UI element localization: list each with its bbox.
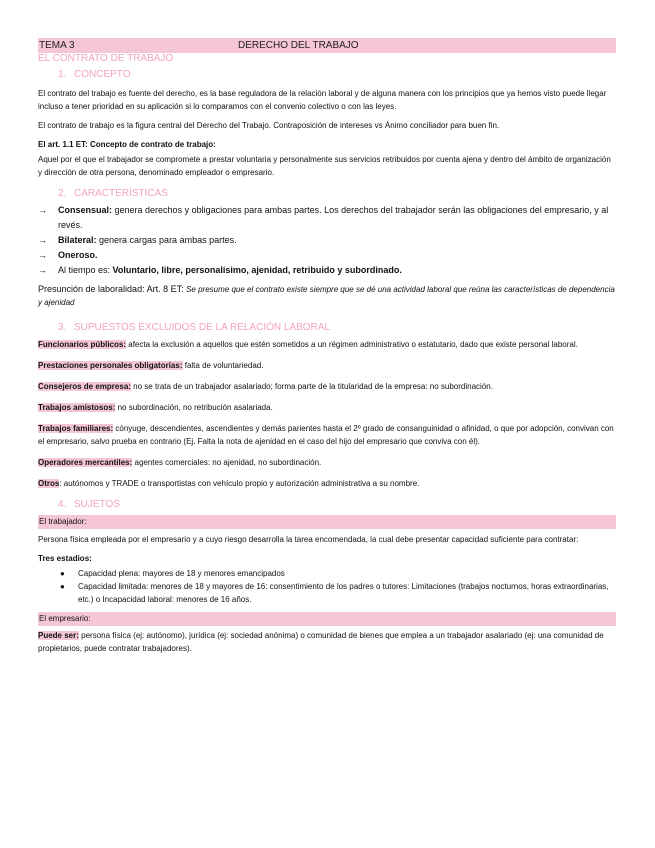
header-topic: TEMA 3 xyxy=(39,40,75,51)
list-item xyxy=(38,203,616,233)
excluded-item xyxy=(38,359,616,372)
arrow-icon: → xyxy=(38,265,47,275)
estadio-text: Capacidad plena: mayores de 18 y menores emancipados xyxy=(78,569,285,578)
arrow-icon: → xyxy=(38,235,47,245)
section-title: CARACTERÍSTICAS xyxy=(74,188,168,199)
list-item xyxy=(38,567,616,580)
document-title: EL CONTRATO DE TRABAJO xyxy=(38,53,174,64)
concepto-paragraph-2: El contrato de trabajo es la figura central del Derecho del Trabajo. Contraposición de intereses vs Ánimo conciliador para buen fin. xyxy=(38,121,500,130)
section-heading-caracteristicas xyxy=(58,187,616,200)
excluded-term: Trabajos familiares: xyxy=(38,424,114,433)
concepto-paragraph-1: El contrato del trabajo es fuente del derecho, es la base reguladora de la relación laboral y de alguna manera con los principios que ya hemos visto puede llegar incluso a tener prioridad en su aplicación si lo comparamos con el convenio colectivo o con las leyes. xyxy=(38,89,607,111)
excluded-text: no subordinación, no retribución asalariada. xyxy=(115,403,273,412)
excluded-item xyxy=(38,338,616,351)
concepto-paragraph-3: Aquel por el que el trabajador se compromete a prestar voluntaria y personalmente sus servicios retribuidos por cuenta ajena y dentro del ámbito de organización y dirección de otra persona, denominado empleador o empresario. xyxy=(38,155,611,177)
list-item xyxy=(38,233,616,248)
section-heading-excluidos xyxy=(58,321,616,334)
excluded-text: : autónomos y TRADE o transportistas con vehículo propio y autorización administrativa a su nombre. xyxy=(59,479,420,488)
section-number: 1. xyxy=(58,69,67,80)
item-text: genera derechos y obligaciones para ambas partes. Los derechos del trabajador serán las obligaciones del empresario, y al revés. xyxy=(58,205,609,230)
excluded-list xyxy=(38,338,616,490)
characteristics-list xyxy=(38,203,616,278)
item-term: Oneroso. xyxy=(58,250,98,260)
excluded-term: Trabajos amistosos: xyxy=(38,403,116,412)
puede-ser-term: Puede ser: xyxy=(38,631,79,640)
excluded-item xyxy=(38,401,616,414)
presuncion-paragraph xyxy=(38,283,616,309)
item-prefix: Al tiempo es: xyxy=(58,265,113,275)
excluded-item xyxy=(38,456,616,469)
item-text: genera cargas para ambas partes. xyxy=(96,235,237,245)
arrow-icon: → xyxy=(38,205,47,215)
list-item xyxy=(38,263,616,278)
excluded-item xyxy=(38,477,616,490)
document-page xyxy=(38,38,616,655)
arrow-icon: → xyxy=(38,250,47,260)
presuncion-label: Presunción de laboralidad: Art. 8 ET: xyxy=(38,284,187,294)
estadios-list xyxy=(38,567,616,606)
item-term: Consensual: xyxy=(58,205,113,215)
section-title: CONCEPTO xyxy=(74,69,131,80)
excluded-text: cónyuge, descendientes, ascendientes y demás parientes hasta el 2º grado de consanguinidad o afinidad, o que por adopción, convivan con el empresario, salvo prueba en contrario (Ej. Falta la nota de ajenidad en el caso del hijo del empresario que conviva con él). xyxy=(38,424,614,446)
list-item xyxy=(38,248,616,263)
excluded-text: falta de voluntariedad. xyxy=(182,361,264,370)
list-item xyxy=(38,580,616,606)
presuncion-text: Se presume que el contrato existe siempre que se dé una actividad laboral que reúna las características de dependencia y ajenidad xyxy=(38,285,615,307)
bullet-icon: ● xyxy=(60,569,65,578)
section-heading-concepto xyxy=(58,68,616,81)
bullet-icon: ● xyxy=(60,582,65,591)
header-bar xyxy=(38,38,616,53)
excluded-text: agentes comerciales: no ajenidad, no subordinación. xyxy=(132,458,322,467)
empresario-bar: El empresario: xyxy=(38,612,616,626)
item-term: Bilateral: xyxy=(58,235,97,245)
section-number: 3. xyxy=(58,322,67,333)
section-title: SUPUESTOS EXCLUIDOS DE LA RELACIÓN LABORAL xyxy=(74,322,331,333)
excluded-text: no se trata de un trabajador asalariado; forma parte de la titularidad de la empresa: no subordinación. xyxy=(130,382,493,391)
puede-ser-paragraph xyxy=(38,629,616,655)
item-term: Voluntario, libre, personalísimo, ajenidad, retribuido y subordinado. xyxy=(112,265,402,275)
estadios-heading: Tres estadios: xyxy=(38,554,92,563)
section-number: 2. xyxy=(58,188,67,199)
article-heading: El art. 1.1 ET: Concepto de contrato de trabajo: xyxy=(38,140,216,149)
section-heading-sujetos xyxy=(58,498,616,511)
excluded-term: Prestaciones personales obligatorias: xyxy=(38,361,183,370)
puede-ser-text: persona física (ej: autónomo), jurídica (ej: sociedad anónima) o comunidad de bienes que emplea a un trabajador asalariado (ej: una comunidad de propietarios, puede contratar trabajadores). xyxy=(38,631,604,653)
excluded-term: Operadores mercantiles: xyxy=(38,458,133,467)
excluded-term: Consejeros de empresa: xyxy=(38,382,131,391)
excluded-item xyxy=(38,380,616,393)
section-number: 4. xyxy=(58,499,67,510)
section-title: SUJETOS xyxy=(74,499,120,510)
estadio-text: Capacidad limitada: menores de 18 y mayores de 16: consentimiento de los padres o tutores: Limitaciones (trabajos nocturnos, horas extraordinarias, etc.) o Incapacidad laboral: menores de 16 años. xyxy=(78,582,609,604)
excluded-term: Funcionarios públicos: xyxy=(38,340,127,349)
excluded-text: afecta la exclusión a aquellos que estén sometidos a un régimen administrativo o estatutario, dado que existe personal laboral. xyxy=(126,340,578,349)
trabajador-bar: El trabajador: xyxy=(38,515,616,529)
header-subject: DERECHO DEL TRABAJO xyxy=(238,40,359,51)
excluded-term: Otros xyxy=(38,479,60,488)
trabajador-definition: Persona física empleada por el empresario y a cuyo riesgo desarrolla la tarea encomendada, la cual debe presentar capacidad suficiente para contratar: xyxy=(38,535,579,544)
excluded-item xyxy=(38,422,616,448)
